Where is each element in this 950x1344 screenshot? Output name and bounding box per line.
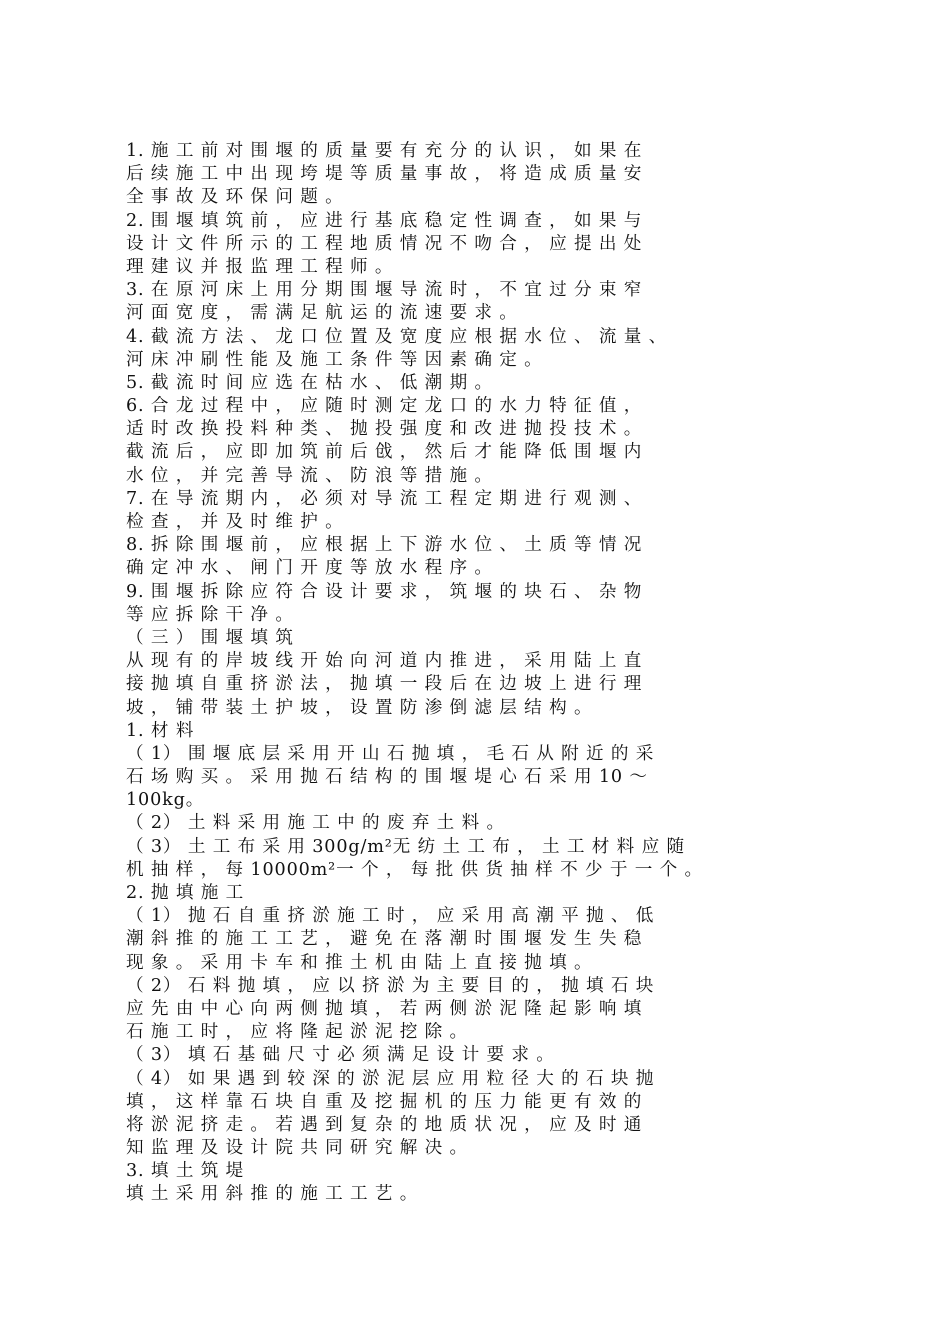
text-line: 将 淤 泥 挤 走 。 若 遇 到 复 杂 的 地 质 状 况 ， 应 及 时 通 [126,1114,643,1135]
text-line: 4. 截 流 方 法 、 龙 口 位 置 及 宽 度 应 根 据 水 位 、 流 量 、 [126,326,668,347]
subsection-heading: 3. 填 土 筑 堤 [126,1161,245,1182]
text-line: 截 流 后 ， 应 即 加 筑 前 后 戗 ， 然 后 才 能 降 低 围 堰 内 [126,442,643,463]
text-line: （ 1） 围 堰 底 层 采 用 开 山 石 抛 填 ， 毛 石 从 附 近 的 采 [126,743,655,764]
text-line: （ 3） 填 石 基 础 尺 寸 必 须 满 足 设 计 要 求 。 [126,1045,555,1066]
text-line: 后 续 施 工 中 出 现 垮 堤 等 质 量 事 故 ， 将 造 成 质 量 安 [126,164,643,185]
text-line: 检 查 ， 并 及 时 维 护 。 [126,512,344,532]
text-line: 全 事 故 及 环 保 问 题 。 [126,187,344,208]
section-heading: （ 三 ） 围 堰 填 筑 [126,627,294,648]
text-line: （ 2） 土 料 采 用 施 工 中 的 废 弃 土 料 。 [126,813,505,834]
text-line: （ 2） 石 料 抛 填 ， 应 以 挤 淤 为 主 要 目 的 ， 抛 填 石 块 [126,975,655,996]
text-line: 确 定 冲 水 、 闸 门 开 度 等 放 水 程 序 。 [126,558,493,579]
text-line: 坡 ， 铺 带 装 土 护 坡 ， 设 置 防 渗 倒 滤 层 结 构 。 [126,697,593,718]
text-line: 6. 合 龙 过 程 中 ， 应 随 时 测 定 龙 口 的 水 力 特 征 值 ， [126,396,643,417]
text-line: 3. 在 原 河 床 上 用 分 期 围 堰 导 流 时 ， 不 宜 过 分 束 窄 [126,280,643,301]
text-line: 现 象 。 采 用 卡 车 和 推 土 机 由 陆 上 直 接 抛 填 。 [126,952,593,973]
text-line: 河 床 冲 刷 性 能 及 施 工 条 件 等 因 素 确 定 。 [126,349,543,370]
text-line: 应 先 由 中 心 向 两 侧 抛 填 ， 若 两 侧 淤 泥 隆 起 影 响 填 [126,998,643,1019]
text-line: 5. 截 流 时 间 应 选 在 枯 水 、 低 潮 期 。 [126,372,493,393]
text-line: 石 场 购 买 。 采 用 抛 石 结 构 的 围 堰 堤 心 石 采 用 10 ～ [126,767,648,788]
text-line: 填 土 采 用 斜 推 的 施 工 工 艺 。 [126,1184,419,1205]
text-line: 等 应 拆 除 干 净 。 [126,604,294,625]
text-line: 理 建 议 并 报 监 理 工 程 师 。 [126,256,394,277]
text-line: 100kg。 [126,790,205,811]
text-line: 填 ， 这 样 靠 石 块 自 重 及 挖 掘 机 的 压 力 能 更 有 效 的 [126,1091,643,1112]
text-line: （ 3） 土 工 布 采 用 300g/m²无 纺 土 工 布 ， 土 工 材 料 应 随 [126,836,685,857]
text-line: 接 抛 填 自 重 挤 淤 法 ， 抛 填 一 段 后 在 边 坡 上 进 行 理 [126,674,643,695]
text-line: 水 位 ， 并 完 善 导 流 、 防 浪 等 措 施 。 [126,465,493,486]
text-line: 河 面 宽 度 ， 需 满 足 航 运 的 流 速 要 求 。 [126,303,518,324]
text-line: 8. 拆 除 围 堰 前 ， 应 根 据 上 下 游 水 位 、 土 质 等 情 况 [126,535,643,556]
document-page [126,140,838,1207]
text-line: 设 计 文 件 所 示 的 工 程 地 质 情 况 不 吻 合 ， 应 提 出 处 [126,233,643,254]
text-line: 石 施 工 时 ， 应 将 隆 起 淤 泥 挖 除 。 [126,1022,468,1043]
subsection-heading: 1. 材 料 [126,720,195,741]
text-line: 适 时 改 换 投 料 种 类 、 抛 投 强 度 和 改 进 抛 投 技 术 。 [126,419,643,440]
text-line: 知 监 理 及 设 计 院 共 同 研 究 解 决 。 [126,1138,468,1159]
text-line: 潮 斜 推 的 施 工 工 艺 ， 避 免 在 落 潮 时 围 堰 发 生 失 稳 [126,929,643,950]
text-line: 2. 围 堰 填 筑 前 ， 应 进 行 基 底 稳 定 性 调 查 ， 如 果 与 [126,210,643,231]
text-line: 7. 在 导 流 期 内 ， 必 须 对 导 流 工 程 定 期 进 行 观 测 、 [126,488,643,509]
text-line: 1. 施 工 前 对 围 堰 的 质 量 要 有 充 分 的 认 识 ， 如 果 在 [126,141,643,161]
text-line: 从 现 有 的 岸 坡 线 开 始 向 河 道 内 推 进 ， 采 用 陆 上 直 [126,651,643,672]
text-line: （ 1） 抛 石 自 重 挤 淤 施 工 时 ， 应 采 用 高 潮 平 抛 、 低 [126,906,655,927]
text-line: 9. 围 堰 拆 除 应 符 合 设 计 要 求 ， 筑 堰 的 块 石 、 杂 物 [126,581,643,602]
text-line: （ 4） 如 果 遇 到 较 深 的 淤 泥 层 应 用 粒 径 大 的 石 块 抛 [126,1068,655,1089]
text-line: 机 抽 样 ， 每 10000m²一 个 ， 每 批 供 货 抽 样 不 少 于 一 个 。 [126,859,703,880]
subsection-heading: 2. 抛 填 施 工 [126,883,245,903]
